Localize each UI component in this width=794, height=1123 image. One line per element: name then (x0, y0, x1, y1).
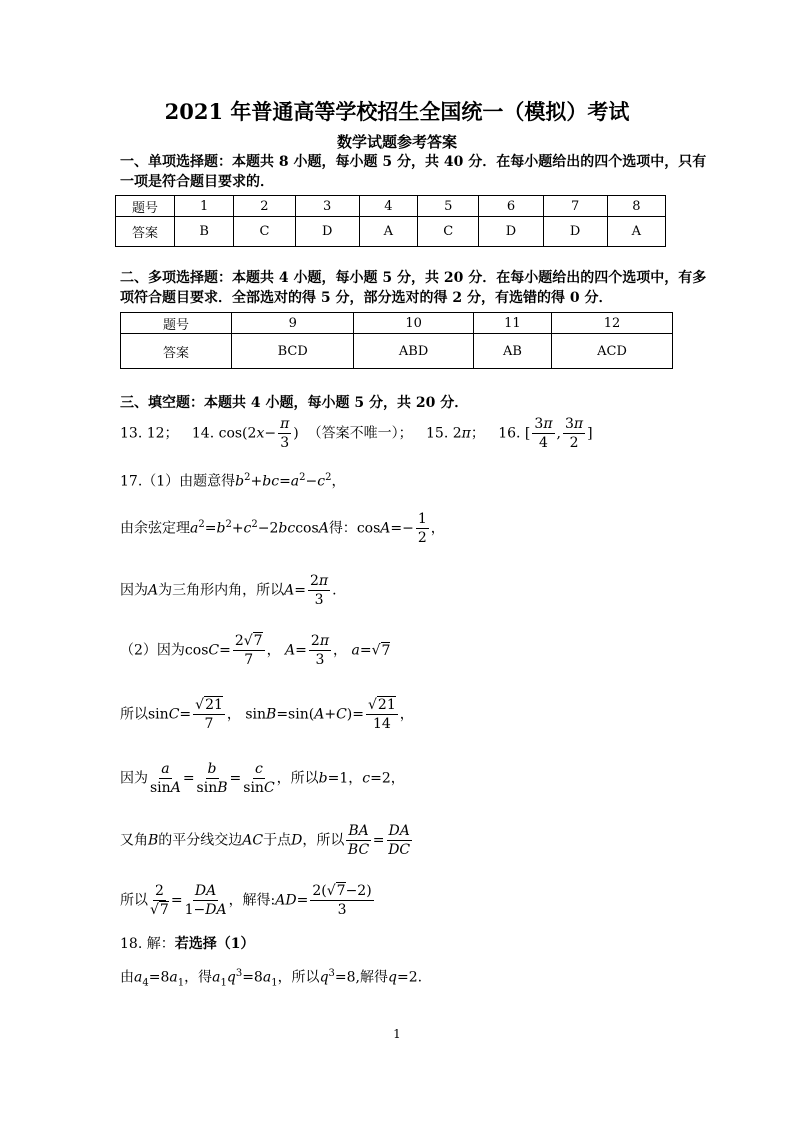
table-cell: 3 (295, 196, 359, 217)
table-cell: 8 (607, 196, 665, 217)
section1-heading: 一、单项选择题：本题共 8 小题，每小题 5 分，共 40 分．在每小题给出的四个选项中，只有 一项是符合题目要求的． (120, 154, 707, 190)
table-cell: B (175, 217, 234, 247)
fill-answers: 13. 12； 14. cos(2x− $\frac{\pi}{3}$ ) （答案不唯一）； 15. 2π； 16. [ $\frac{3\pi}{4}$ , $\frac{3\pi}{2}$ ] (120, 416, 593, 451)
table-header-cell: 题号 (121, 313, 232, 334)
table-row (121, 334, 673, 369)
table-cell: D (479, 217, 543, 247)
q18-line: 由$a_4=8a_1$，得$a_1q^3=8a_1$，所以$q^3=8$,解得q=2. (120, 968, 423, 989)
page-title: 2021 年普通高等学校招生全国统一（模拟）考试 (164, 99, 630, 124)
table-row (116, 196, 666, 217)
table-cell: BCD (232, 334, 354, 369)
table-header-cell: 答案 (116, 217, 175, 247)
q18-heading: 18. 解：若选择（1） (120, 936, 255, 952)
table-cell: 12 (552, 313, 673, 334)
table-row (121, 313, 673, 334)
table-cell: 4 (359, 196, 417, 217)
table-cell: 5 (418, 196, 479, 217)
q17-part1: 17.（1）由题意得$b^2+bc=a^2-c^2$， (120, 472, 346, 490)
table-cell: 11 (473, 313, 551, 334)
q17-result: 所以 $\frac{2}{√7}$ = $\frac{DA}{1-DA}$ ，解得:AD= $\frac{2(√7-2)}{3}$ (120, 883, 372, 918)
table-cell: ACD (552, 334, 673, 369)
q17-angle-a: 因为A为三角形内角，所以A= $\frac{2\pi}{3}$ . (120, 573, 337, 608)
section3-heading: 三、填空题：本题共 4 小题，每小题 5 分，共 20 分． (120, 395, 469, 411)
table-cell: A (607, 217, 665, 247)
table-cell: A (359, 217, 417, 247)
table-cell: 2 (234, 196, 295, 217)
table-cell: C (234, 217, 295, 247)
q17-part2: （2）因为cosC= $\frac{2√7}{7}$ ， A= $\frac{2\pi}{3}$ ， a=√7 (120, 633, 391, 668)
section2-heading: 二、多项选择题：本题共 4 小题，每小题 5 分，共 20 分．在每小题给出的四个选项中，有多 项符合题目要求．全部选对的得 5 分，部分选对的得 2 分，有选错的得 0 分． (120, 270, 707, 306)
table-cell: AB (473, 334, 551, 369)
table-cell: D (543, 217, 607, 247)
table-cell: D (295, 217, 359, 247)
table-cell: 7 (543, 196, 607, 217)
table-cell: C (418, 217, 479, 247)
table-cell: 6 (479, 196, 543, 217)
single-choice-table (115, 195, 666, 247)
table-row (116, 217, 666, 247)
q17-cosine-law: 由余弦定理$a^2=b^2+c^2-2bccosA$得：cosA=− $\frac{1}{2}$ ， (120, 511, 445, 546)
table-header-cell: 题号 (116, 196, 175, 217)
page-subtitle: 数学试题参考答案 (336, 133, 457, 151)
table-cell: 9 (232, 313, 354, 334)
q17-sines: 所以sinC= $\frac{√21}{7}$ ， sinB=sin(A+C)= $\frac{√21}{14}$ ， (120, 697, 414, 732)
q17-bisector: 又角B的平分线交边AC于点D，所以 $\frac{BA}{BC}$ = $\frac{DA}{DC}$ (120, 823, 411, 858)
table-cell: ABD (354, 334, 473, 369)
q17-sine-law: 因为 $\frac{a}{\sin A}$ = $\frac{b}{\sin B}$ = $\frac{c}{\sin C}$ ，所以b=1，c=2， (120, 761, 405, 796)
table-header-cell: 答案 (121, 334, 232, 369)
page-number: 1 (393, 1027, 401, 1041)
multi-choice-table (120, 312, 673, 369)
table-cell: 10 (354, 313, 473, 334)
table-cell: 1 (175, 196, 234, 217)
